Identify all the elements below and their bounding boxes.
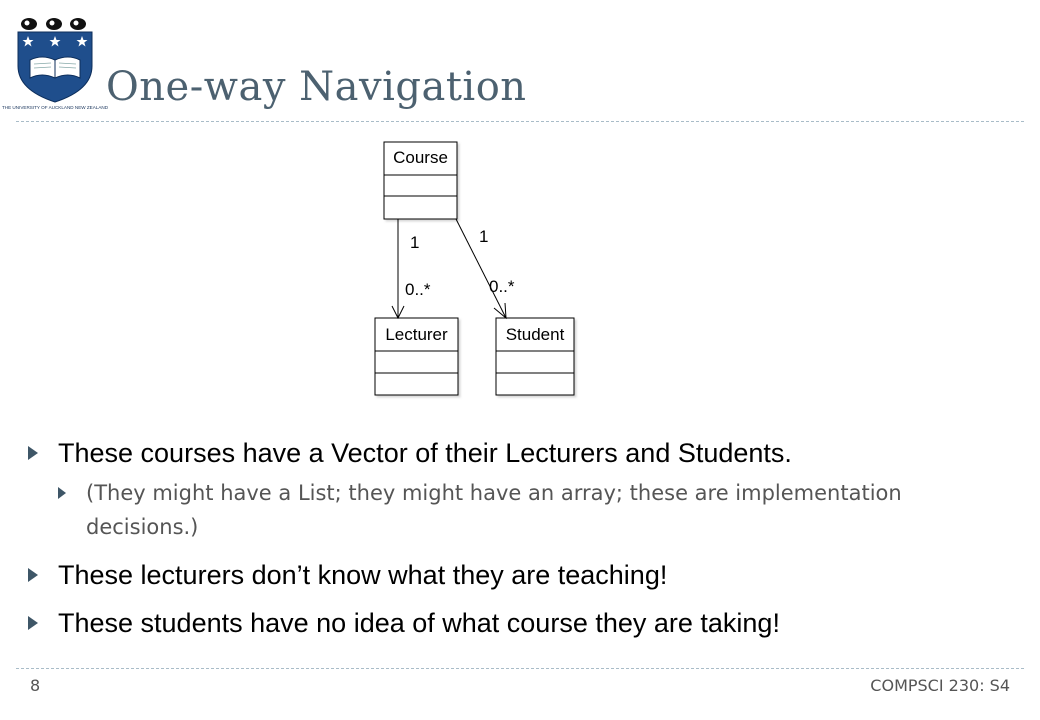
bullet-arrow-icon xyxy=(28,616,38,630)
association-course-lecturer xyxy=(392,219,404,318)
logo-caption: THE UNIVERSITY OF AUCKLAND NEW ZEALAND xyxy=(1,105,109,110)
university-crest-logo xyxy=(1,14,109,112)
sub-bullet-arrow-icon xyxy=(58,487,66,499)
footer-divider xyxy=(16,668,1024,669)
bullet-item xyxy=(28,606,1018,640)
multiplicity-course-lecturer-target: 0..* xyxy=(405,280,431,299)
multiplicity-course-lecturer-source: 1 xyxy=(410,233,420,252)
bullet-text: These students have no idea of what course they are taking! xyxy=(58,608,780,638)
bullet-text: These lecturers don’t know what they are teaching! xyxy=(58,560,668,590)
header-divider xyxy=(16,121,1024,122)
multiplicity-course-student-target: 0..* xyxy=(489,277,515,296)
slide-title: One-way Navigation xyxy=(106,64,527,110)
sub-bullet-item xyxy=(28,476,1018,544)
uml-class-diagram xyxy=(360,138,600,400)
class-course-name: Course xyxy=(393,148,448,167)
class-lecturer-name: Lecturer xyxy=(385,325,448,344)
bullet-text: These courses have a Vector of their Lecturers and Students. xyxy=(58,438,792,468)
slide-number: 8 xyxy=(30,676,41,695)
bullet-item xyxy=(28,558,1018,592)
bullet-item xyxy=(28,436,1018,470)
course-code: COMPSCI 230: S4 xyxy=(870,676,1010,695)
sub-bullet-text: (They might have a List; they might have an array; these are implementation decisions.) xyxy=(86,481,902,539)
bullet-arrow-icon xyxy=(28,446,38,460)
bullet-list xyxy=(28,436,1018,654)
bullet-arrow-icon xyxy=(28,568,38,582)
multiplicity-course-student-source: 1 xyxy=(479,227,489,246)
class-student-name: Student xyxy=(505,325,565,344)
